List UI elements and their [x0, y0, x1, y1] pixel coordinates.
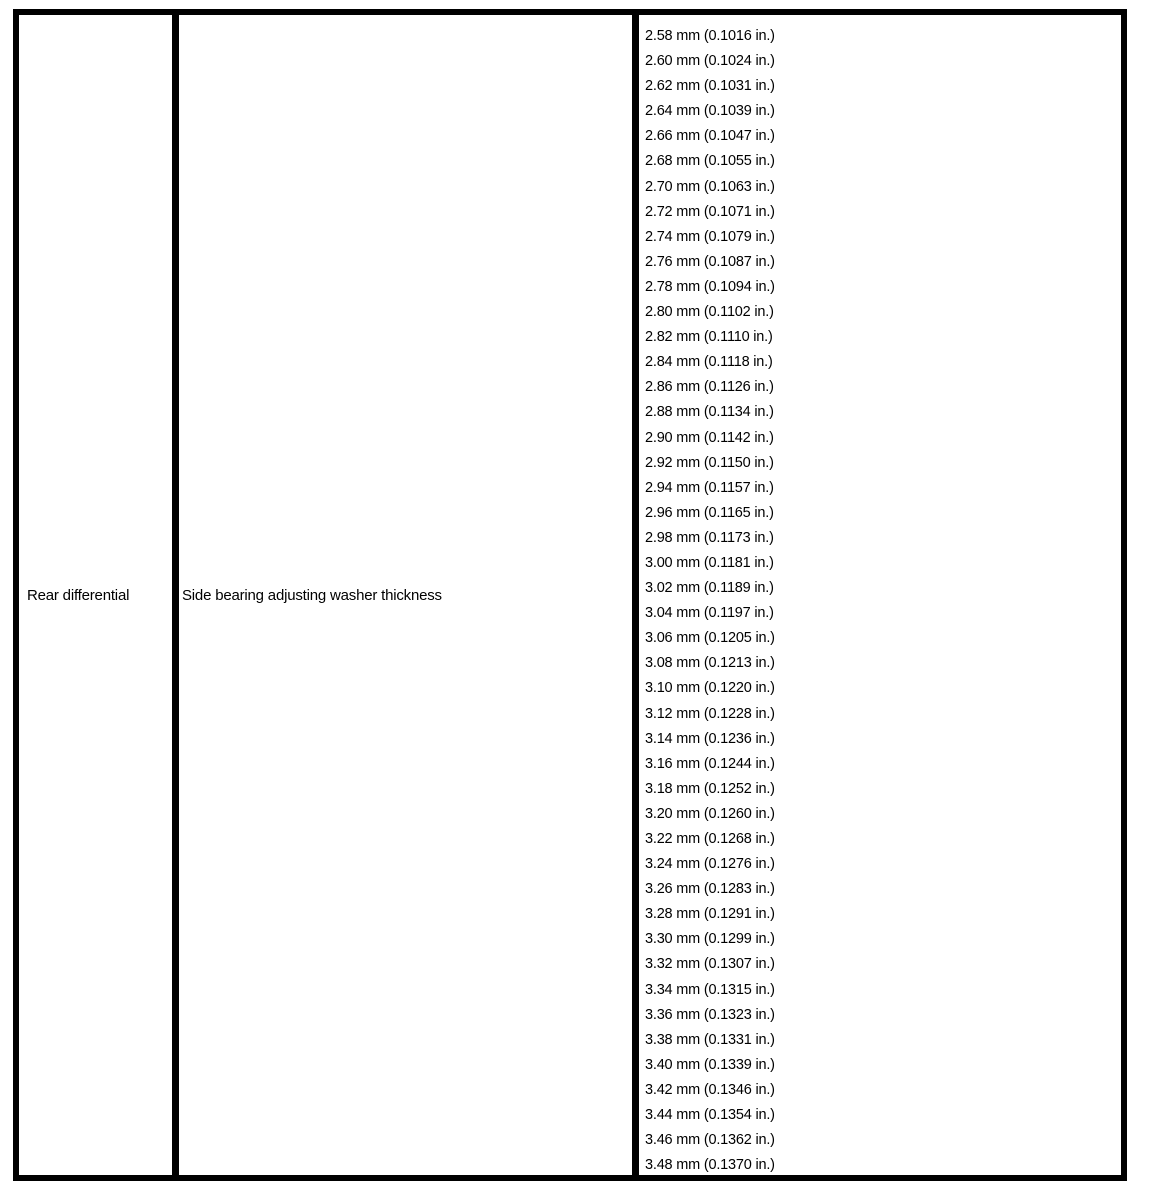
- washer-thickness-value: 2.80 mm (0.1102 in.): [645, 304, 774, 321]
- washer-thickness-value: 3.32 mm (0.1307 in.): [645, 956, 775, 973]
- washer-thickness-value: 2.60 mm (0.1024 in.): [645, 53, 775, 70]
- washer-thickness-value: 3.18 mm (0.1252 in.): [645, 780, 775, 797]
- washer-thickness-value: 3.06 mm (0.1205 in.): [645, 630, 775, 647]
- washer-thickness-value: 3.46 mm (0.1362 in.): [645, 1132, 775, 1149]
- washer-thickness-value: 2.78 mm (0.1094 in.): [645, 278, 775, 295]
- value-list: [645, 24, 1121, 1178]
- washer-thickness-value: 3.36 mm (0.1323 in.): [645, 1006, 775, 1023]
- washer-thickness-value: 2.96 mm (0.1165 in.): [645, 504, 774, 521]
- washer-thickness-value: 3.28 mm (0.1291 in.): [645, 906, 775, 923]
- washer-thickness-value: 3.16 mm (0.1244 in.): [645, 755, 775, 772]
- values-cell: [639, 15, 1121, 1175]
- washer-thickness-value: 2.62 mm (0.1031 in.): [645, 78, 775, 95]
- washer-thickness-value: 2.94 mm (0.1157 in.): [645, 479, 774, 496]
- washer-thickness-value: 2.66 mm (0.1047 in.): [645, 128, 775, 145]
- washer-thickness-value: 3.42 mm (0.1346 in.): [645, 1081, 775, 1098]
- washer-thickness-value: 3.12 mm (0.1228 in.): [645, 705, 775, 722]
- washer-thickness-value: 2.74 mm (0.1079 in.): [645, 228, 775, 245]
- washer-thickness-value: 3.34 mm (0.1315 in.): [645, 981, 775, 998]
- washer-thickness-value: 3.00 mm (0.1181 in.): [645, 554, 774, 571]
- washer-thickness-value: 2.58 mm (0.1016 in.): [645, 28, 775, 44]
- washer-thickness-value: 2.76 mm (0.1087 in.): [645, 253, 775, 270]
- washer-thickness-value: 2.82 mm (0.1110 in.): [645, 329, 773, 346]
- washer-thickness-value: 2.68 mm (0.1055 in.): [645, 153, 775, 170]
- washer-thickness-value: 3.14 mm (0.1236 in.): [645, 730, 775, 747]
- washer-thickness-value: 3.02 mm (0.1189 in.): [645, 580, 774, 597]
- washer-thickness-value: 2.92 mm (0.1150 in.): [645, 454, 774, 471]
- washer-thickness-value: 2.98 mm (0.1173 in.): [645, 529, 774, 546]
- washer-thickness-value: 3.24 mm (0.1276 in.): [645, 856, 775, 873]
- washer-thickness-value: 3.44 mm (0.1354 in.): [645, 1107, 775, 1124]
- washer-thickness-value: 3.22 mm (0.1268 in.): [645, 831, 775, 847]
- item-cell: [179, 15, 639, 1175]
- washer-thickness-value: 3.40 mm (0.1339 in.): [645, 1056, 775, 1073]
- washer-thickness-value: 2.64 mm (0.1039 in.): [645, 103, 775, 120]
- washer-thickness-value: 2.88 mm (0.1134 in.): [645, 404, 774, 421]
- washer-thickness-value: 2.84 mm (0.1118 in.): [645, 354, 773, 371]
- spec-table: [13, 9, 1127, 1181]
- washer-thickness-value: 3.20 mm (0.1260 in.): [645, 805, 775, 822]
- washer-thickness-value: 2.86 mm (0.1126 in.): [645, 379, 774, 396]
- washer-thickness-value: 2.72 mm (0.1071 in.): [645, 203, 775, 220]
- component-cell: [19, 15, 179, 1175]
- washer-thickness-value: 3.26 mm (0.1283 in.): [645, 881, 775, 898]
- washer-thickness-value: 3.38 mm (0.1331 in.): [645, 1031, 775, 1048]
- washer-thickness-value: 3.30 mm (0.1299 in.): [645, 931, 775, 948]
- washer-thickness-value: 2.70 mm (0.1063 in.): [645, 178, 775, 195]
- washer-thickness-value: 2.90 mm (0.1142 in.): [645, 429, 774, 446]
- washer-thickness-value: 3.48 mm (0.1370 in.): [645, 1157, 775, 1174]
- component-label: Rear differential: [27, 586, 130, 604]
- washer-thickness-value: 3.10 mm (0.1220 in.): [645, 680, 775, 697]
- washer-thickness-value: 3.04 mm (0.1197 in.): [645, 605, 774, 622]
- washer-thickness-value: 3.08 mm (0.1213 in.): [645, 655, 775, 672]
- item-label: Side bearing adjusting washer thickness: [182, 586, 442, 604]
